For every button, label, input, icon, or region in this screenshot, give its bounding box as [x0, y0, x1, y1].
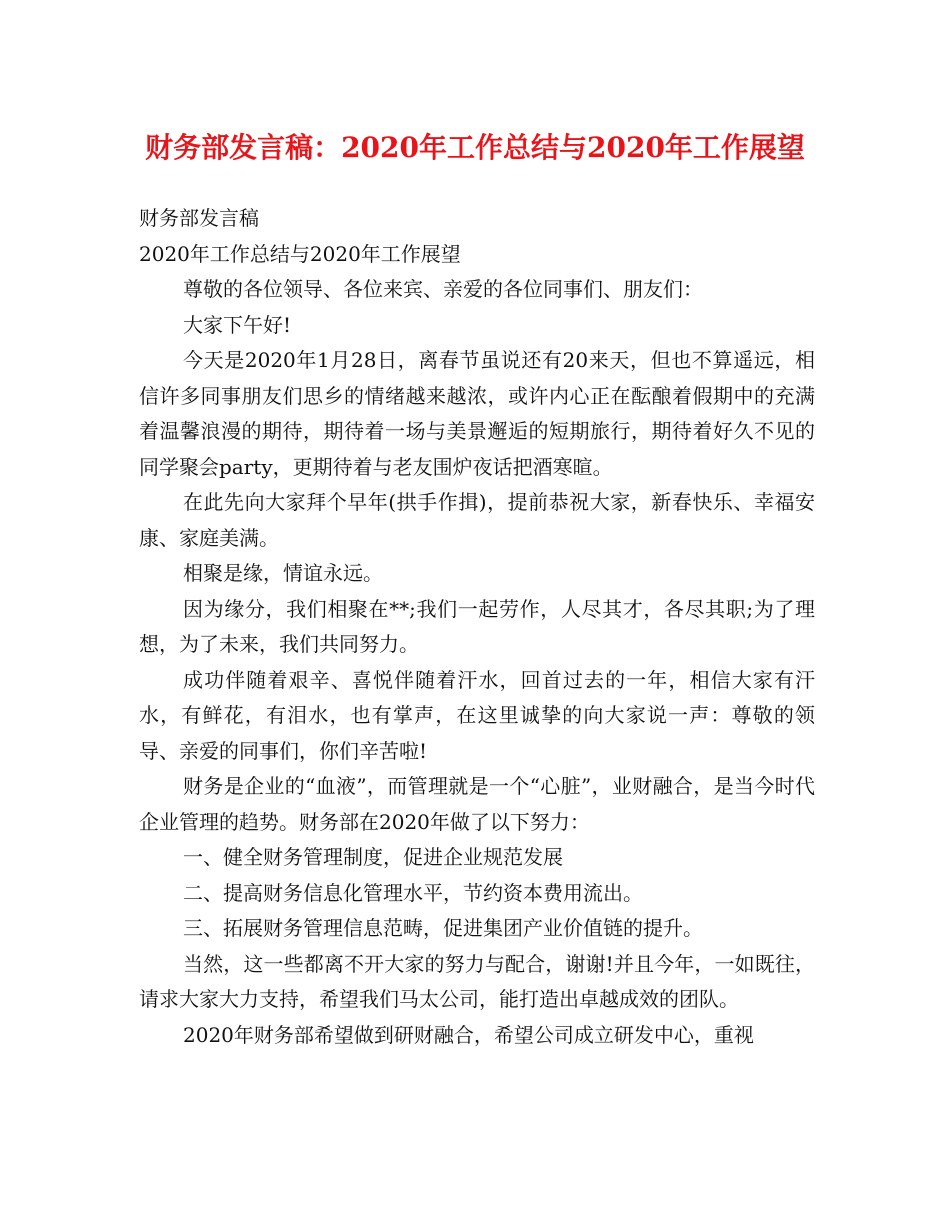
list-item: 二、提高财务信息化管理水平，节约资本费用流出。 — [183, 880, 643, 905]
paragraph: 2020年财务部希望做到研财融合，希望公司成立研发中心，重视 — [183, 1022, 754, 1047]
paragraph: 因为缘分，我们相聚在**;我们一起劳作，人尽其才，各尽其职;为了理想，为了未来，我们共同努力。 — [139, 596, 815, 656]
paragraph: 今天是2020年1月28日，离春节虽说还有20来天，但也不算遥远，相信许多同事朋友们思乡的情绪越来越浓，或许内心正在酝酿着假期中的充满着温馨浪漫的期待，期待着一场与美景邂逅的短期旅行，期待着好久不见的同学聚会party，更期待着与老友围炉夜话把酒寒暄。 — [139, 348, 815, 479]
document-title: 财务部发言稿：2020年工作总结与2020年工作展望 — [145, 131, 805, 164]
paragraph-greeting: 尊敬的各位领导、各位来宾、亲爱的各位同事们、朋友们： — [183, 277, 703, 301]
paragraph: 当然，这一些都离不开大家的努力与配合，谢谢!并且今年，一如既往，请求大家大力支持，希望我们马太公司，能打造出卓越成效的团队。 — [139, 951, 815, 1011]
heading-line: 财务部发言稿 — [139, 206, 259, 230]
list-item: 三、拓展财务管理信息范畴，促进集团产业价值链的提升。 — [183, 916, 703, 940]
paragraph: 相聚是缘，情谊永远。 — [183, 561, 383, 585]
heading-line: 2020年工作总结与2020年工作展望 — [139, 241, 461, 266]
paragraph: 财务是企业的“血液”，而管理就是一个“心脏”，业财融合，是当今时代企业管理的趋势。财务部在2020年做了以下努力： — [139, 774, 815, 834]
document-body — [139, 201, 815, 1053]
paragraph: 在此先向大家拜个早年(拱手作揖)，提前恭祝大家，新春快乐、幸福安康、家庭美满。 — [139, 490, 815, 550]
paragraph: 成功伴随着艰辛、喜悦伴随着汗水，回首过去的一年，相信大家有汗水，有鲜花，有泪水，也有掌声，在这里诚挚的向大家说一声：尊敬的领导、亲爱的同事们，你们辛苦啦! — [139, 667, 815, 763]
list-item: 一、健全财务管理制度，促进企业规范发展 — [183, 845, 563, 869]
paragraph-hello: 大家下午好! — [183, 312, 292, 337]
